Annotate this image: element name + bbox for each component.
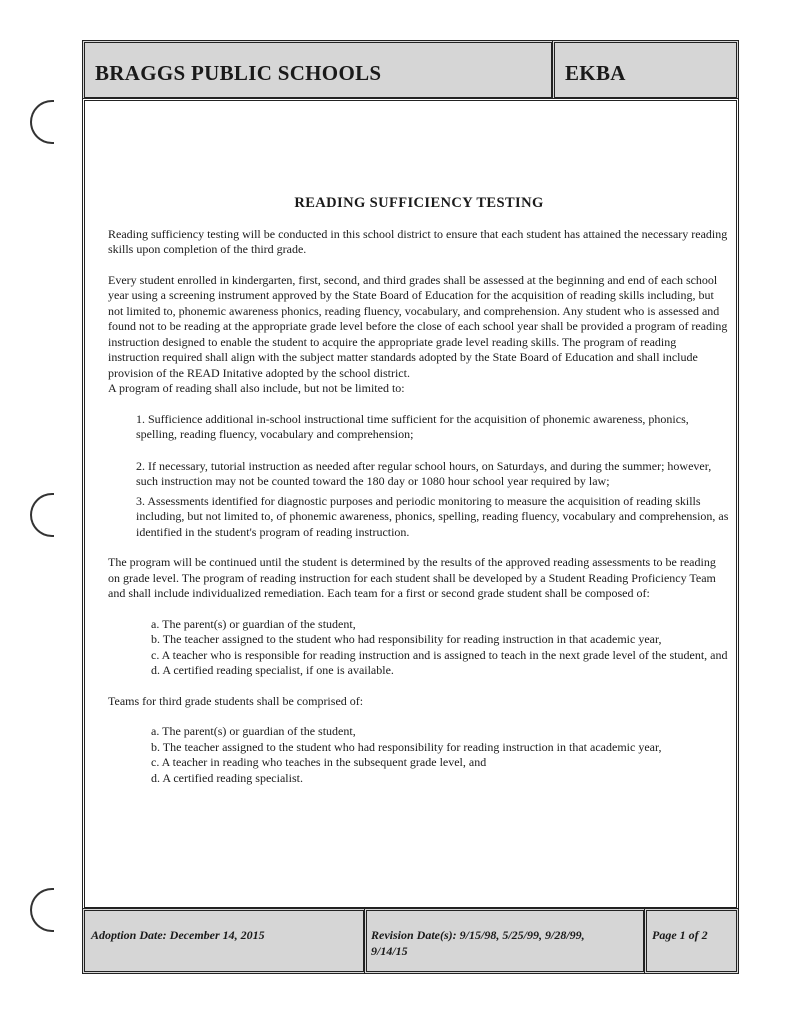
list-item: b. The teacher assigned to the student who had responsibility for reading instruction in that academic year, [151, 739, 662, 754]
punch-hole-bottom [30, 888, 54, 932]
assessment-paragraph: Every student enrolled in kindergarten, first, second, and third grades shall be assessed at the beginning and end of each school year using a screening instrument approved by the State Board of Education for the acquisition of reading skills including, but not limited to, phonemic awareness phonics, reading fluency, vocabulary, and comprehension. Any student who is assessed and found not to be reading at the appropriate grade level before the close of each school year shall be provided a program of reading instruction designed to enable the student to acquire the appropriate grade level reading skills. The program of reading instruction required shall align with the subject matter standards adopted by the State Board of Education and shall include provision of the READ Initative adopted by the school district. [108, 272, 728, 380]
numbered-item: 1. Sufficience additional in-school instructional time sufficient for the acquisition of phonemic awareness, phonics, spelling, reading fluency, vocabulary and comprehension; [136, 411, 689, 441]
team-first-second-list [108, 617, 730, 679]
document-content [108, 196, 730, 801]
adoption-date: Adoption Date: December 14, 2015 [91, 928, 265, 942]
header-code-box [552, 40, 739, 100]
team-third-list [108, 724, 730, 786]
header-district-box [82, 40, 554, 100]
page-number: Page 1 of 2 [652, 928, 708, 942]
list-item: c. A teacher in reading who teaches in the subsequent grade level, and [151, 755, 487, 769]
list-item: b. The teacher assigned to the student who had responsibility for reading instruction in that academic year, [151, 632, 662, 646]
numbered-item: 3. Assessments identified for diagnostic purposes and periodic monitoring to measure the acquisition of reading skills including, but not limited to, of phonemic awareness, phonics, spelling, reading fluency, vocabulary and comprehension, as identified in the student's program of reading instruction. [136, 493, 729, 539]
punch-hole-middle [30, 493, 54, 537]
document-title: READING SUFFICIENCY TESTING [294, 195, 544, 211]
intro-paragraph: Reading sufficiency testing will be conducted in this school district to ensure that each student has attained the necessary reading skills upon completion of the third grade. [108, 226, 728, 256]
continued-paragraph: The program will be continued until the student is determined by the results of the approved reading assessments to be reading on grade level. The program of reading instruction for each student shall be developed by a Student Reading Proficiency Team and shall include individualized remediation. Each team for a first or second grade student shall be composed of: [108, 555, 716, 600]
footer-adoption-box [82, 908, 366, 974]
program-intro: A program of reading shall also include, but not be limited to: [108, 381, 405, 395]
list-item: c. A teacher who is responsible for reading instruction and is assigned to teach in the next grade level of the student, and [151, 647, 728, 662]
revision-dates: Revision Date(s): 9/15/98, 5/25/99, 9/28/99, 9/14/15 [371, 928, 585, 958]
footer-revision-box [364, 908, 646, 974]
district-name: BRAGGS PUBLIC SCHOOLS [95, 61, 382, 85]
footer-page-box [644, 908, 739, 974]
numbered-item: 2. If necessary, tutorial instruction as needed after regular school hours, on Saturdays, and during the summer; however, such instruction may not be counted toward the 180 day or 1080 hour school year required by law; [136, 458, 712, 488]
list-item: a. The parent(s) or guardian of the student, [151, 724, 356, 738]
list-item: a. The parent(s) or guardian of the student, [151, 616, 356, 631]
policy-code: EKBA [565, 61, 626, 85]
list-item: d. A certified reading specialist. [151, 770, 303, 785]
punch-hole-top [30, 100, 54, 144]
list-item: d. A certified reading specialist, if one is available. [151, 663, 394, 677]
third-grade-teams-paragraph: Teams for third grade students shall be comprised of: [108, 693, 364, 708]
